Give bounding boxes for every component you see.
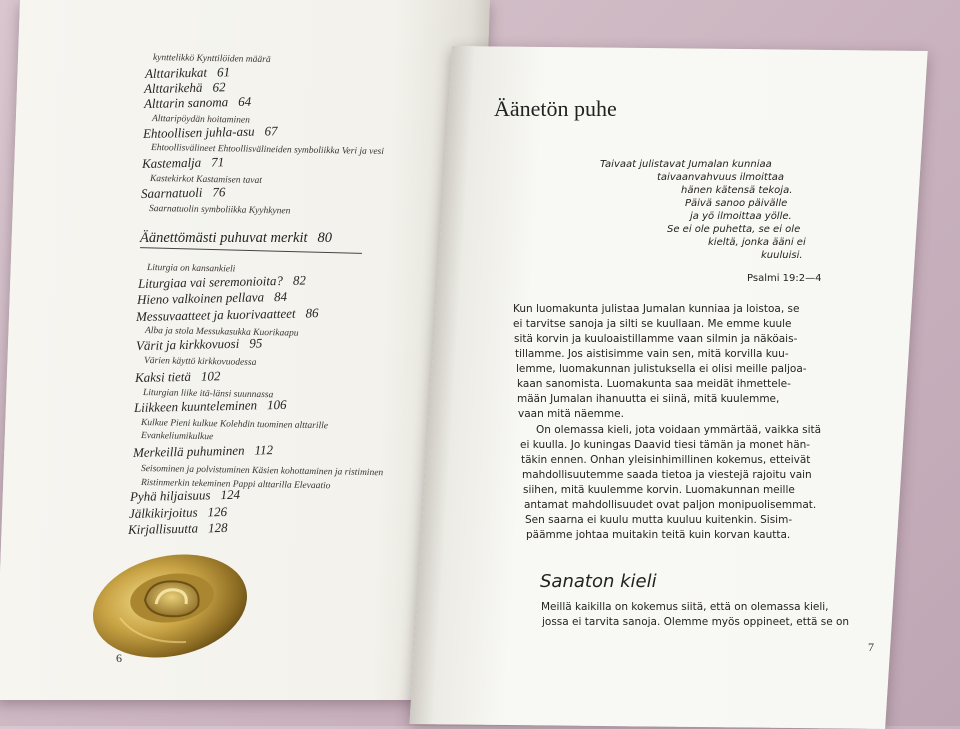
toc-sub: Värien käyttö kirkkovuodessa xyxy=(143,356,257,368)
toc-entry: Jälkikirjoitus 126 xyxy=(128,503,228,521)
body-line: päämme johtaa muitakin teitä kuin korvan kautta. xyxy=(526,529,791,541)
toc-sub: Ehtoollisvälineet Ehtoollisvälineiden symboliikka Veri ja vesi xyxy=(150,143,385,158)
body-line: jossa ei tarvita sanoja. Olemme myös oppineet, että se on xyxy=(542,616,850,628)
psalm-line: ja yö ilmoittaa yölle. xyxy=(690,211,792,222)
toc-sub: Seisominen ja polvistuminen Käsien kohottaminen ja ristiminen xyxy=(140,464,384,479)
toc-entry: Hieno valkoinen pellava 84 xyxy=(136,288,288,307)
toc-entry: Liturgiaa vai seremonioita? 82 xyxy=(137,272,307,291)
toc-sub: Liturgian liike itä-länsi suunnassa xyxy=(142,388,274,401)
body-line: lemme, luomakunnan julistuksella ei olisi meille paljoa- xyxy=(516,363,807,375)
psalm-line: hänen kätensä tekoja. xyxy=(681,185,793,196)
body-line: Sen saarna ei kuulu mutta kuuluu kuitenkin. Sisim- xyxy=(525,514,793,526)
toc-entry: Värit ja kirkkovuosi 95 xyxy=(135,335,263,353)
toc-entry: Kaksi tietä 102 xyxy=(134,368,221,385)
toc-entry: Messuvaatteet ja kuorivaatteet 86 xyxy=(135,305,319,324)
toc-sub: kynttelikkö Kynttilöiden määrä xyxy=(152,53,271,66)
psalm-reference: Psalmi 19:2—4 xyxy=(747,273,822,284)
toc-entry: Kastemalja 71 xyxy=(141,154,225,171)
body-line: kaan sanomista. Luomakunta saa meidät ihmettele- xyxy=(517,378,791,390)
toc-entry: Alttarikehä 62 xyxy=(143,79,226,96)
page-number-right: 7 xyxy=(868,640,874,654)
body-line: täkin ennen. Onhan yleisinhimillinen kokemus, etteivät xyxy=(521,454,811,466)
body-line: siihen, mitä kuulemme korvin. Luomakunnan meille xyxy=(523,484,795,496)
body-line: mahdollisuutemme saada tietoa ja viestejä rajoitu vain xyxy=(522,469,812,481)
toc-sub: Alba ja stola Messukasukka Kuorikaapu xyxy=(144,326,299,339)
psalm-line: kieltä, jonka ääni ei xyxy=(708,237,806,248)
psalm-line: Päivä sanoo päivälle xyxy=(685,198,788,209)
psalm-line: Taivaat julistavat Jumalan kunniaa xyxy=(600,159,772,170)
toc-entry: Pyhä hiljaisuus 124 xyxy=(129,486,241,504)
toc-sub: Alttaripöydän hoitaminen xyxy=(151,114,250,126)
psalm-line: Se ei ole puhetta, se ei ole xyxy=(667,224,801,235)
toc-entry: Kirjallisuutta 128 xyxy=(127,519,228,537)
psalm-line: taivaanvahvuus ilmoittaa xyxy=(657,172,784,183)
toc-sub: Saarnatuolin symboliikka Kyyhkynen xyxy=(148,204,291,217)
toc-sub: Evankeliumikulkue xyxy=(140,431,214,443)
body-line: ei tarvitse sanoja ja silti se kuullaan. Me emme kuule xyxy=(513,318,792,330)
toc-entry: Merkeillä puhuminen 112 xyxy=(132,442,274,460)
brass-vessel-image xyxy=(90,548,250,660)
body-line: sitä korvin ja kuuloaistillamme vaan silmin ja näköais- xyxy=(514,333,798,345)
toc-entry: Liikkeen kuunteleminen 106 xyxy=(133,396,287,415)
body-line: Kun luomakunta julistaa Jumalan kunniaa ja loistoa, se xyxy=(513,303,800,315)
psalm-line: kuuluisi. xyxy=(761,250,803,261)
toc-sub: Kulkue Pieni kulkue Kolehdin tuominen alttarille xyxy=(140,418,329,432)
toc-section-heading: Äänettömästi puhuvat merkit 80 xyxy=(140,230,333,246)
body-line: antamat mahdollisuudet ovat paljon monipuolisemmat. xyxy=(524,499,817,511)
body-line: ei kuulla. Jo kuningas Daavid tiesi tämän ja monet hän- xyxy=(520,439,811,451)
toc-entry: Ehtoollisen juhla-asu 67 xyxy=(142,123,278,141)
toc-sub: Liturgia on kansankieli xyxy=(146,263,236,275)
page-number-left: 6 xyxy=(116,651,122,665)
body-line: On olemassa kieli, jota voidaan ymmärtää, vaikka sitä xyxy=(536,424,822,436)
toc-sub: Kastekirkot Kastamisen tavat xyxy=(149,174,262,186)
body-line: vaan mitä näemme. xyxy=(518,408,624,420)
chapter-title: Äänetön puhe xyxy=(494,96,617,121)
body-line: mään Jumalan ihanuutta ei siinä, mitä kuulemme, xyxy=(517,393,780,405)
body-line: tillamme. Jos aistisimme vain sen, mitä korvilla kuu- xyxy=(515,348,789,360)
section-subheading: Sanaton kieli xyxy=(540,571,657,592)
toc-entry: Saarnatuoli 76 xyxy=(140,184,226,201)
toc-sub: Ristinmerkin tekeminen Pappi alttarilla Elevaatio xyxy=(140,478,331,492)
body-line: Meillä kaikilla on kokemus siitä, että on olemassa kieli, xyxy=(541,601,829,613)
toc-entry: Alttarikukat 61 xyxy=(144,64,231,81)
toc-entry: Alttarin sanoma 64 xyxy=(143,93,252,111)
